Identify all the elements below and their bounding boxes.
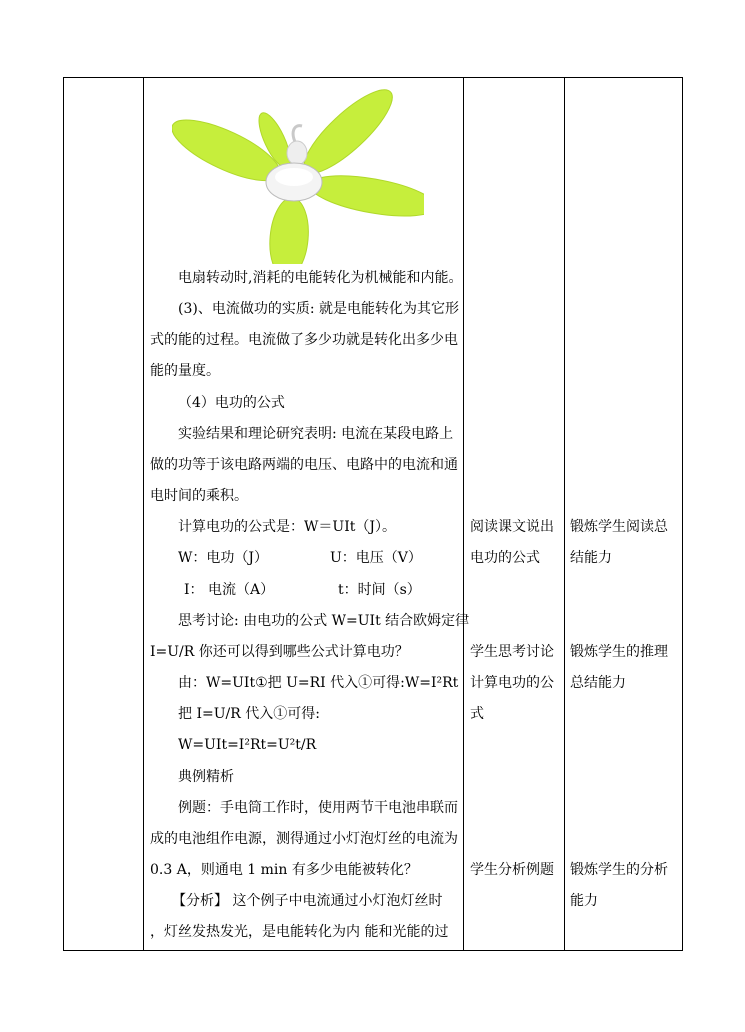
text-line-14: 由：W=UIt①把 U=RI 代入①可得:W=I²Rt [178, 675, 459, 691]
text-line-4: 能的量度。 [150, 363, 220, 379]
fan-motor-highlight [275, 168, 313, 186]
text-line-5: （4）电功的公式 [178, 395, 285, 411]
table-border-right [682, 77, 683, 951]
table-border-bottom [63, 950, 683, 951]
text-line-21: 【分析】 这个例子中电流通过小灯泡灯丝时 [172, 893, 443, 909]
text-line-9: 计算电功的公式是：W＝UIt（J）。 [178, 519, 396, 535]
design-intent-2-line-1: 锻炼学生的推理 [570, 644, 668, 660]
text-line-16: W=UIt=I²Rt=U²t/R [178, 737, 317, 753]
text-line-10b: U：电压（V） [330, 550, 422, 566]
design-intent-2-line-2: 总结能力 [570, 675, 626, 691]
fan-blade-5 [267, 196, 312, 264]
text-line-8: 电时间的乘积。 [150, 488, 248, 504]
table-border-left [63, 77, 64, 951]
text-line-12: 思考讨论: 由电功的公式 W=UIt 结合欧姆定律 [178, 613, 470, 629]
student-activity-3-line-1: 学生分析例题 [470, 862, 554, 878]
text-line-6: 实验结果和理论研究表明: 电流在某段电路上 [178, 426, 454, 442]
table-border-top [63, 77, 683, 78]
text-line-1: 电扇转动时,消耗的电能转化为机械能和内能。 [178, 270, 463, 286]
text-line-22: ，灯丝发热发光，是电能转化为内 能和光能的过 [150, 924, 449, 940]
student-activity-1-line-1: 阅读课文说出 [470, 519, 554, 535]
table-col-divider-1 [143, 77, 144, 951]
text-line-11b: t：时间（s） [338, 582, 421, 598]
text-line-2: (3)、电流做功的实质: 就是电能转化为其它形 [178, 301, 459, 317]
text-line-15: 把 I=U/R 代入①可得: [178, 706, 320, 722]
text-line-17: 典例精析 [178, 769, 234, 785]
student-activity-2-line-2: 计算电功的公 [470, 675, 554, 691]
table-col-divider-3 [564, 77, 565, 951]
text-line-13: I=U/R 你还可以得到哪些公式计算电功？ [150, 644, 409, 660]
text-line-18: 例题：手电筒工作时，使用两节干电池串联而 [178, 800, 458, 816]
design-intent-1-line-2: 结能力 [570, 550, 612, 566]
student-activity-1-line-2: 电功的公式 [470, 550, 540, 566]
design-intent-1-line-1: 锻炼学生阅读总 [570, 519, 668, 535]
text-line-19: 成的电池组作电源，测得通过小灯泡灯丝的电流为 [150, 831, 458, 847]
text-line-20: 0.3 A，则通电 1 min 有多少电能被转化？ [150, 862, 418, 878]
text-line-10a: W：电功（J） [178, 550, 269, 566]
text-line-3: 式的能的过程。电流做了多少功就是转化出多少电 [150, 332, 458, 348]
student-activity-2-line-3: 式 [470, 706, 484, 722]
fan-blade-4 [307, 168, 424, 224]
design-intent-3-line-1: 锻炼学生的分析 [570, 862, 668, 878]
table-col-divider-2 [463, 77, 464, 951]
fan-downrod [287, 141, 307, 165]
text-line-11a: I： 电流（A） [184, 582, 275, 598]
text-line-7: 做的功等于该电路两端的电压、电路中的电流和通 [150, 457, 458, 473]
student-activity-2-line-1: 学生思考讨论 [470, 644, 554, 660]
design-intent-3-line-2: 能力 [570, 893, 598, 909]
ceiling-fan-illustration [172, 80, 424, 264]
